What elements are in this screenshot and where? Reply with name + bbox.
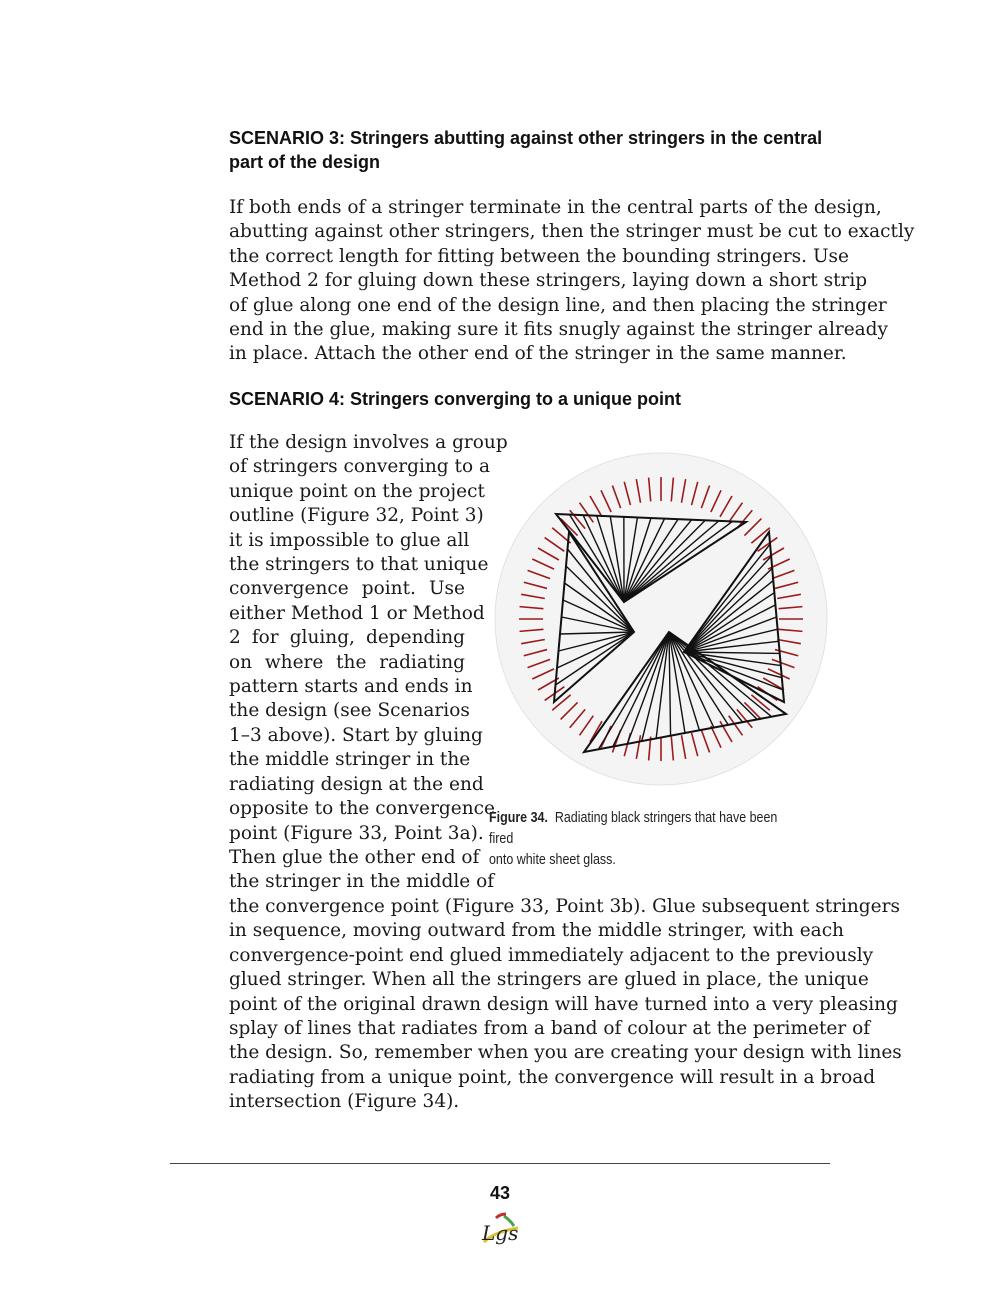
text-line: opposite to the convergence bbox=[229, 798, 495, 820]
text-line: Method 2 for gluing down these stringers, laying down a short strip bbox=[229, 270, 868, 292]
text-line: the stringer in the middle of bbox=[229, 871, 495, 893]
text-line: radiating design at the end bbox=[229, 773, 484, 795]
footer-divider bbox=[170, 1163, 830, 1164]
text-line: in sequence, moving outward from the middle stringer, with each bbox=[229, 920, 844, 942]
text-line: Then glue the other end of bbox=[229, 846, 480, 868]
text-line: unique point on the project bbox=[229, 480, 485, 502]
page-number: 43 bbox=[489, 1183, 511, 1203]
text-line: the correct length for fitting between the bounding stringers. Use bbox=[229, 245, 849, 267]
text-line: point (Figure 33, Point 3a). bbox=[229, 822, 484, 844]
text-line: of glue along one end of the design line, and then placing the stringer bbox=[229, 294, 887, 316]
scenario4-heading: SCENARIO 4: Stringers converging to a unique point bbox=[229, 389, 682, 409]
text-line: abutting against other stringers, then the stringer must be cut to exactly bbox=[229, 221, 915, 243]
text-line: splay of lines that radiates from a band of colour at the perimeter of bbox=[229, 1018, 871, 1040]
text-line: end in the glue, making sure it fits snugly against the stringer already bbox=[229, 319, 888, 341]
text-line: convergence point. Use bbox=[229, 578, 465, 600]
scenario4-paragraph-continued bbox=[229, 895, 902, 1115]
text-line: the middle stringer in the bbox=[229, 749, 471, 771]
text-line: it is impossible to glue all bbox=[229, 529, 470, 551]
logo-text: Lgs bbox=[482, 1221, 519, 1245]
text-line: glued stringer. When all the stringers are glued in place, the unique bbox=[229, 969, 869, 991]
text-line: the stringers to that unique bbox=[229, 554, 489, 576]
text-line: of stringers converging to a bbox=[229, 456, 491, 478]
text-line: If the design involves a group bbox=[229, 432, 508, 453]
publisher-logo-icon bbox=[474, 1210, 526, 1250]
figure-caption bbox=[489, 808, 786, 871]
stringer-art-photo bbox=[494, 452, 828, 786]
figure-label: Figure 34. bbox=[489, 810, 548, 826]
text-line: either Method 1 or Method bbox=[229, 602, 485, 624]
scenario4-paragraph-wrapped bbox=[229, 431, 508, 895]
text-line: outline (Figure 32, Point 3) bbox=[229, 505, 484, 527]
text-line: in place. Attach the other end of the stringer in the same manner. bbox=[229, 343, 847, 365]
scenario3-heading: SCENARIO 3: Stringers abutting against other stringers in the central part of the design bbox=[229, 128, 823, 172]
text-line: If both ends of a stringer terminate in the central parts of the design, bbox=[229, 197, 882, 218]
text-line: on where the radiating bbox=[229, 651, 465, 673]
text-line: 1–3 above). Start by gluing bbox=[229, 724, 483, 746]
text-line: the convergence point (Figure 33, Point 3b). Glue subsequent stringers bbox=[229, 896, 900, 917]
text-line: the design. So, remember when you are creating your design with lines bbox=[229, 1042, 902, 1064]
text-line: the design (see Scenarios bbox=[229, 700, 470, 722]
text-line: pattern starts and ends in bbox=[229, 676, 473, 698]
scenario3-paragraph bbox=[229, 196, 915, 367]
caption-line-2: onto white sheet glass. bbox=[489, 852, 616, 868]
text-line: convergence-point end glued immediately adjacent to the previously bbox=[229, 944, 874, 966]
caption-line-1: Radiating black stringers that have been fired bbox=[489, 810, 778, 847]
text-line: point of the original drawn design will have turned into a very pleasing bbox=[229, 993, 898, 1015]
text-line: radiating from a unique point, the convergence will result in a broad bbox=[229, 1066, 876, 1088]
text-line: intersection (Figure 34). bbox=[229, 1091, 460, 1113]
text-line: 2 for gluing, depending bbox=[229, 627, 465, 649]
